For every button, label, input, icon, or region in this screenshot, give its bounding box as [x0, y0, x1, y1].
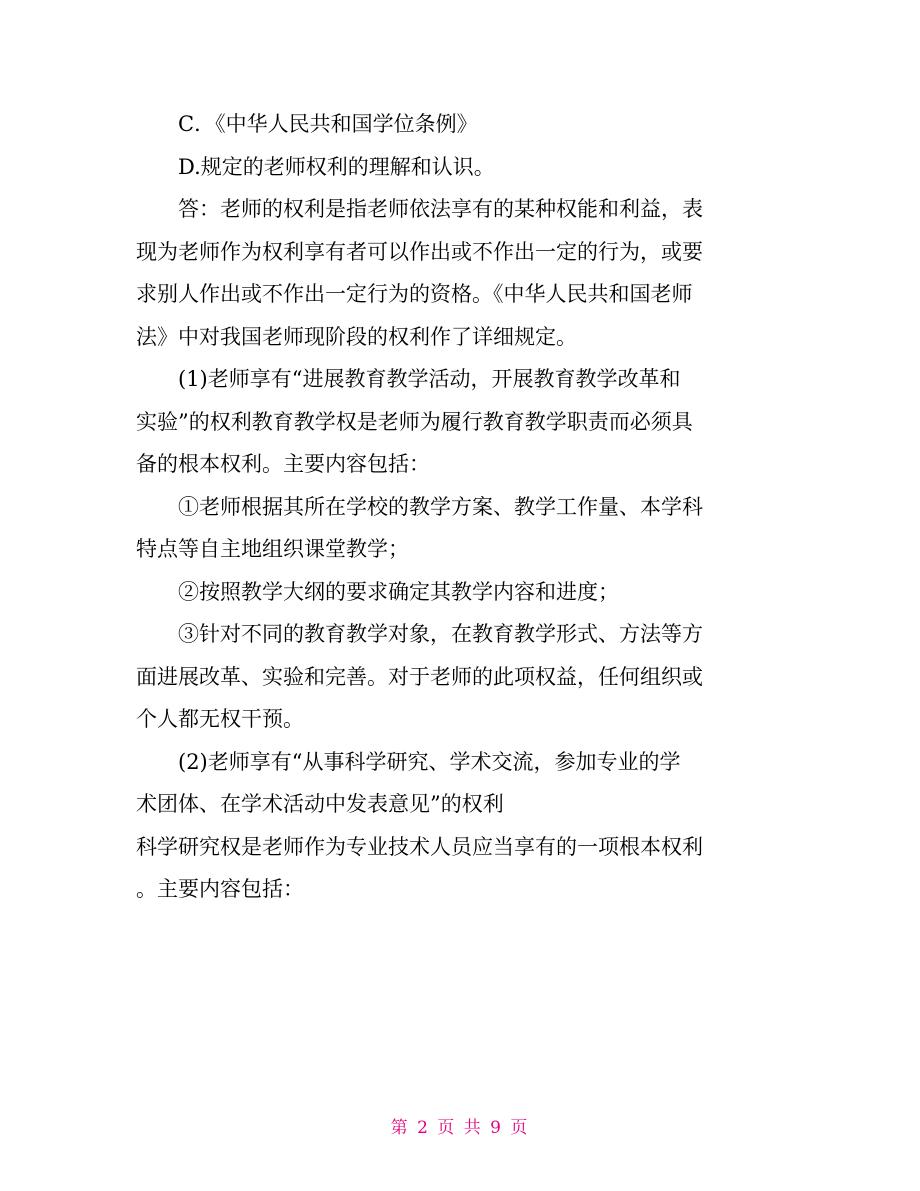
paragraph-item-2 [136, 741, 786, 826]
text-line: 面进展改革、实验和完善。对于老师的此项权益，任何组织或 [136, 664, 703, 689]
text-line: 术团体、在学术活动中发表意见”的权利 [136, 792, 504, 816]
paragraph-answer [136, 188, 786, 358]
text-line: 求别人作出或不作出一定行为的资格。《中华人民共和国老师 [136, 282, 693, 306]
text-line: ③针对不同的教育教学对象，在教育教学形式、方法等方 [178, 622, 703, 646]
text-line: (1)老师享有“进展教育教学活动，开展教育教学改革和 [178, 367, 681, 391]
text-line: 备的根本权利。主要内容包括： [136, 452, 430, 476]
paragraph-research [136, 826, 786, 911]
paragraph-c [136, 103, 786, 146]
document-body [136, 103, 786, 911]
text-line: D.规定的老师权利的理解和认识。 [178, 154, 495, 179]
paragraph-subitem-1 [136, 486, 786, 571]
text-line: 法》中对我国老师现阶段的权利作了详细规定。 [136, 324, 577, 349]
paragraph-subitem-2 [136, 571, 786, 614]
text-line: (2)老师享有“从事科学研究、学术交流，参加专业的学 [178, 749, 681, 774]
text-line: C．《中华人民共和国学位条例》 [178, 112, 478, 136]
paragraph-d [136, 146, 786, 189]
text-line: 实验”的权利教育教学权是老师为履行教育教学职责而必须具 [136, 409, 693, 434]
page-footer: 第 2 页 共 9 页 [390, 1118, 530, 1138]
text-line: 特点等自主地组织课堂教学； [136, 537, 409, 561]
text-line: 。主要内容包括： [136, 877, 304, 901]
text-line: 个人都无权干预。 [136, 707, 304, 731]
text-line: 科学研究权是老师作为专业技术人员应当享有的一项根本权利 [136, 834, 703, 859]
paragraph-subitem-3 [136, 613, 786, 741]
text-line: 现为老师作为权利享有者可以作出或不作出一定的行为，或要 [136, 239, 703, 264]
text-line: ②按照教学大纲的要求确定其教学内容和进度； [178, 579, 619, 604]
paragraph-item-1 [136, 358, 786, 486]
text-line: ①老师根据其所在学校的教学方案、教学工作量、本学科 [178, 494, 703, 519]
text-line: 答：老师的权利是指老师依法享有的某种权能和利益，表 [178, 197, 703, 221]
